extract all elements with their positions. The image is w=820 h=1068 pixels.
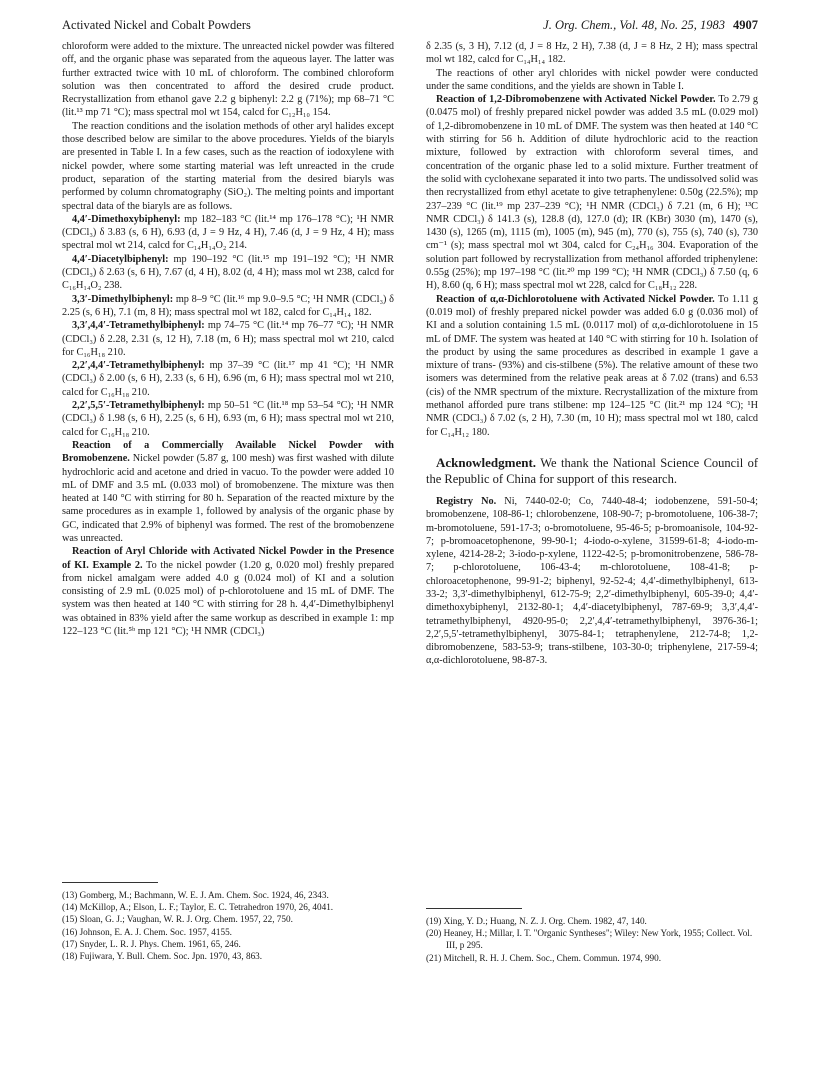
compound-data: mp 182–183 °C (lit.¹⁴ mp 176–178 °C); ¹H NMR (CDCl₃) δ 3.83 (s, 6 H), 6.93 (d, J = 9 Hz, 4 H), 7.46 (d, J = 9 Hz, 4 H); mass spectral mol wt 214, calcd for C₁₄H₁₄O₂ 214. [62,213,394,252]
compound-name: 2,2′,4,4′-Tetramethylbiphenyl: [72,360,205,372]
compound-name: 4,4′-Diacetylbiphenyl: [72,253,169,265]
section [62,439,394,545]
acknowledgment-text: We thank the National Science Council of the Republic of China for support of this research. [426,455,758,486]
compound-name: 3,3′-Dimethylbiphenyl: [72,293,174,305]
footnote: (14) McKillop, A.; Elson, L. F.; Taylor, E. C. Tetrahedron 1970, 26, 4041. [62,902,334,913]
compound-entry [62,293,394,320]
compound-entry [62,359,394,399]
section-body: To 2.79 g (0.0475 mol) of freshly prepared nickel powder was added 3.5 mL (0.029 mol) of 1,2-dibromobenzene in 10 mL of DMF. The system was then heated at 140 °C with stirring for 56 h. Addition of dilute hydrochloric acid to the reaction mixture, followed by extraction with chloroform several times, and concentration of the organic phase led to a solid mixture. Further treatment of the solid with cyclohexane separated it into two parts. The undissolved solid was then recrystallized from ethyl acetate to give tetraphenylene: 0.50g (22.5%); mp 237–239 °C (lit.¹⁹ mp 237–239 °C); ¹H NMR (CDCl₃) δ 7.21 (m, 6 H); ¹³C NMR CDCl₃) δ 141.3 (s), 128.8 (d), 127.0 (d); IR (KBr) 3030 (m), 1470 (s), 1430 (s), 1265 (m), 1115 (m), 1005 (m), 945 (m), 770 (s), 755 (s), 740 (s), 730 cm⁻¹ (s); mass spectral mol wt 304, calcd for C₂₄H₁₆ 304. Evaporation of the solution part followed by recrystallization from methanol afforded triphenylene: 0.55g (25%); mp 197–198 °C (lit.²⁰ mp 199 °C); ¹H NMR (CDCl₃) δ 7.50 (q, 6 H), 8.60 (q, 6 H); mass spectral mol wt 228, calcd for C₁₈H₁₂ 228. [426,94,758,292]
footnote-rule [426,908,522,909]
footnote: (16) Johnson, E. A. J. Chem. Soc. 1957, 4155. [62,926,232,937]
section-body: Nickel powder (5.87 g, 100 mesh) was first washed with dilute hydrochloric acid and acetone and dried in vacuo. To the powder were added 10 mL of DMF and 3.5 mL (0.033 mol) of bromobenzene. The mixture was then heated at 140 °C with stirring for 80 h. Separation of the reacted mixture by the same procedures as in example 1, followed by analysis of the organic phase by GC, indicated that 2.9% of biphenyl was formed. The rest of the bromobenzene was unreacted. [62,453,394,544]
right-column [426,40,758,668]
acknowledgment-heading: Acknowledgment. [436,454,537,470]
page-header [62,18,758,38]
paragraph: The reactions of other aryl chlorides with nickel powder were conducted under the same conditions, and the yields are shown in Table I. [426,67,758,92]
compound-entry [62,319,394,359]
compound-data: mp 190–192 °C (lit.¹⁵ mp 191–192 °C); ¹H NMR (CDCl₃) δ 2.63 (s, 6 H), 7.67 (d, 4 H), 8.02 (d, 4 H); mass mol wt 238, calcd for C₁₆H₁₄O₂ 238. [62,253,394,292]
registry-text: Ni, 7440-02-0; Co, 7440-48-4; iodobenzene, 591-50-4; bromobenzene, 108-86-1; chlorobenzene, 108-90-7; p-bromotoluene, 106-38-7; m-bromotoluene, 591-17-3; o-bromotoluene, 95-46-5; p-bromoanisole, 104-92-7; p-bromoacetophenone, 99-90-1; 4-iodo-o-xylene, 31599-61-8; 4-iodo-m-xylene, 4214-28-2; 3-iodo-p-xylene, 1122-42-5; p-bromonitrobenzene, 586-78-7; p-chlorotoluene, 106-43-4; m-chlorotoluene, 108-41-8; p-chloroacetophenone, 99-91-2; biphenyl, 92-52-4; 4,4′-dimethylbiphenyl, 613-33-2; 3,3′-dimethylbiphenyl, 612-75-9; 2,2′-dimethylbiphenyl, 605-39-0; 4,4′-dimethoxybiphenyl, 2132-80-1; 4,4′-diacetylbiphenyl, 787-69-9; 3,3′,4,4′-tetramethylbiphenyl, 4920-95-0; 2,2′,4,4′-tetramethylbiphenyl, 3976-36-1; 2,2′,5,5′-tetramethylbiphenyl, 3075-84-1; tetraphenylene, 212-74-8; 1,2-dibromobenzene, 583-53-9; trans-stilbene, 103-30-0; triphenylene, 217-59-4; α,α-dichlorotoluene, 98-87-3. [426,495,759,667]
footnote: (21) Mitchell, R. H. J. Chem. Soc., Chem. Commun. 1974, 990. [426,952,662,963]
compound-name: 2,2′,5,5′-Tetramethylbiphenyl: [72,400,205,412]
compound-name: 3,3′,4,4′-Tetramethylbiphenyl: [72,320,205,332]
footnotes-right [426,908,758,964]
compound-data: mp 50–51 °C (lit.¹⁸ mp 53–54 °C); ¹H NMR (CDCl₃) δ 1.98 (s, 6 H), 2.25 (s, 6 H), 6.93 (m, 6 H); mass spectral mol wt 210, calcd for C₁₆H₁₈ 210. [62,400,394,438]
section [426,93,758,292]
registry-heading: Registry No. [436,495,497,507]
paragraph: δ 2.35 (s, 3 H), 7.12 (d, J = 8 Hz, 2 H), 7.38 (d, J = 8 Hz, 2 H); mass spectral mol wt 182, calcd for C₁₄H₁₄ 182. [426,41,758,66]
section-heading: Reaction of a Commercially Available Nickel Powder with Bromobenzene. [62,439,394,465]
footnote: (17) Snyder, L. R. J. Phys. Chem. 1961, 65, 246. [62,938,241,949]
section-heading: Reaction of 1,2-Dibromobenzene with Activated Nickel Powder. [436,94,716,106]
compound-name: 4,4′-Dimethoxybiphenyl: [72,213,181,225]
section-body: To the nickel powder (1.20 g, 0.020 mol) freshly prepared from nickel amalgam were added 4.0 g (0.024 mol) of KI and a solution consisting of 2.9 mL (0.025 mol) of p-chlorotoluene and 15 mL of DMF. The system was then heated at 140 °C with stirring for 28 h. 4,4′-Dimethylbiphenyl was obtained in 83% yield after the same workup as described in example 1: mp 122–123 °C (lit.⁵ᵇ mp 121 °C); ¹H NMR (CDCl₃) [62,559,394,638]
page-number: 4907 [733,18,758,32]
section-heading: Reaction of α,α-Dichlorotoluene with Activated Nickel Powder. [436,293,715,305]
compound-data: mp 74–75 °C (lit.¹⁴ mp 76–77 °C); ¹H NMR (CDCl₃) δ 2.28, 2.31 (s, 12 H), 7.18 (m, 6 H); mass spectral mol wt 210, calcd for C₁₆H₁₈ 210. [62,320,394,358]
paragraph: chloroform were added to the mixture. The unreacted nickel powder was filtered off, and the organic phase was separated from the aqueous layer. The latter was further extracted twice with 10 mL of chloroform. The combined chloroform solution was then concentrated to afford the desired crude product. Recrystallization from ethanol gave 2.2 g biphenyl: 2.2 g (71%); mp 68–71 °C (lit.¹³ mp 71 °C); mass spectral mol wt 154, calcd for C₁₂H₁₀ 154. [62,41,394,119]
left-column [62,40,394,638]
footnote: (19) Xing, Y. D.; Huang, N. Z. J. Org. Chem. 1982, 47, 140. [426,916,647,926]
registry-numbers [426,495,758,668]
section [426,293,758,439]
footnote: (13) Gomberg, M.; Bachmann, W. E. J. Am. Chem. Soc. 1924, 46, 2343. [62,890,329,900]
section-body: To 1.11 g (0.019 mol) of freshly prepared nickel powder was added 6.0 g (0.036 mol) of KI and a solution containing 1.5 mL (0.0117 mol) of α,α-dichlorotoluene in 15 mL of DMF. The system was heated at 140 °C with stirring for 10 h. Isolation of the product by using the same procedures as described in example 1 gave a mixture of trans- (93%) and cis-stilbene (5%). The relative amount of these two isomers was determined from the relative peak areas at δ 7.02 (trans) and 6.53 (cis) of the NMR spectrum of the mixture. Recrystallization of the mixture from methanol afforded pure trans stilbene: mp 124–125 °C (lit.²¹ mp 124 °C); ¹H NMR (CDCl₃) δ 7.02 (s, 2 H), 7.30 (m, 10 H); mass spectral mol wt 180, calcd for C₁₄H₁₂ 180. [426,293,758,438]
footnote: (18) Fujiwara, Y. Bull. Chem. Soc. Jpn. 1970, 43, 863. [62,951,263,962]
footnote: (20) Heaney, H.; Millar, I. T. "Organic Syntheses"; Wiley: New York, 1955; Collect. Vol. III, p 295. [426,928,753,951]
footnote-rule [62,882,158,883]
compound-entry [62,399,394,439]
footnotes-left [62,882,394,962]
paragraph: The reaction conditions and the isolation methods of other aryl halides except those described below are similar to the above procedures. Yields of the biaryls are presented in Table I. In a few cases, such as the reaction of iodoxylene with nickel powder, where some starting material was left unreacted in the crude product, separation of the starting material from the desired biaryls was performed by column chromatography (SiO₂). The melting points and important spectral data of the biaryls are as follows. [62,120,394,212]
journal-citation [543,18,758,33]
footnote: (15) Sloan, G. J.; Vaughan, W. R. J. Org. Chem. 1957, 22, 750. [62,914,293,925]
compound-entry [62,253,394,293]
compound-data: mp 37–39 °C (lit.¹⁷ mp 41 °C); ¹H NMR (CDCl₃) δ 2.00 (s, 6 H), 2.33 (s, 6 H), 6.96 (m, 6 H); mass spectral mol wt 210, calcd for C₁₆H₁₈ 210. [62,360,394,398]
compound-entry [62,213,394,253]
running-title: Activated Nickel and Cobalt Powders [62,18,251,32]
acknowledgment [426,455,758,487]
section-heading: Reaction of Aryl Chloride with Activated Nickel Powder in the Presence of KI. Example 2. [62,546,394,571]
compound-data: mp 8–9 °C (lit.¹⁶ mp 9.0–9.5 °C; ¹H NMR (CDCl₃) δ 2.25 (s, 6 H), 7.1 (m, 8 H); mass spectral mol wt 182, calcd for C₁₄H₁₄ 182. [62,293,394,318]
journal-name: J. Org. Chem., Vol. 48, No. 25, 1983 [543,18,725,32]
section [62,545,394,638]
